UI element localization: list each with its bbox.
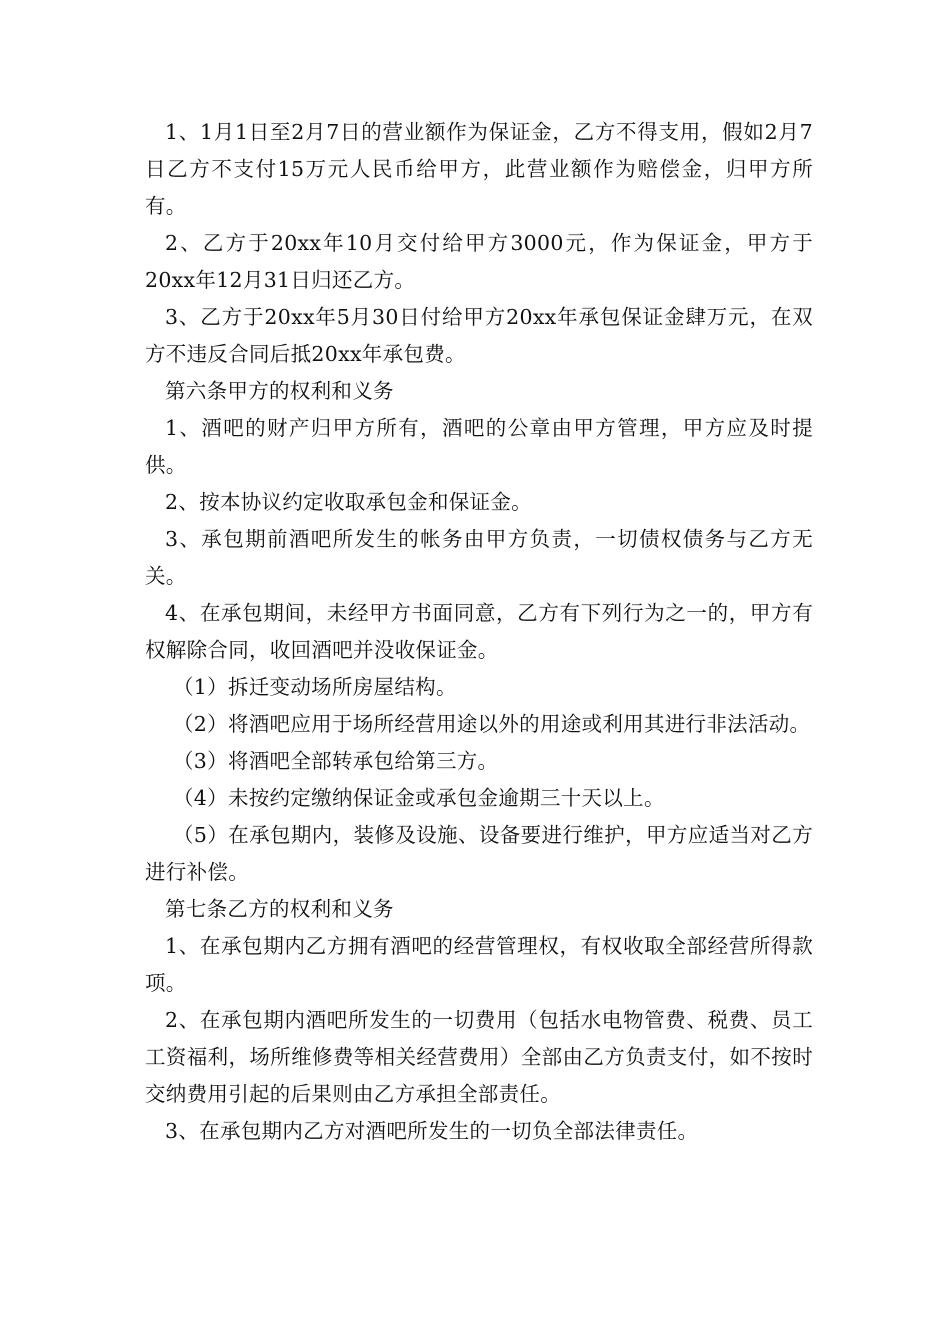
sub-item-paragraph: （5）在承包期内，装修及设施、设备要进行维护，甲方应适当对乙方进行补偿。 [145,823,813,884]
clause-paragraph: 2、按本协议约定收取承包金和保证金。 [165,490,532,514]
clause-paragraph: 3、承包期前酒吧所发生的帐务由甲方负责，一切债权债务与乙方无关。 [145,527,813,588]
sub-item-paragraph: （4）未按约定缴纳保证金或承包金逾期三十天以上。 [173,786,665,810]
sub-item-paragraph: （2）将酒吧应用于场所经营用途以外的用途或利用其进行非法活动。 [173,712,811,736]
section-heading: 第六条甲方的权利和义务 [165,379,394,403]
clause-paragraph: 2、乙方于20xx年10月交付给甲方3000元，作为保证金，甲方于20xx年12月31日归还乙方。 [145,231,813,292]
sub-item-paragraph: （3）将酒吧全部转承包给第三方。 [173,749,499,773]
clause-paragraph: 1、1月1日至2月7日的营业额作为保证金，乙方不得支用，假如2月7日乙方不支付15万元人民币给甲方，此营业额作为赔偿金，归甲方所有。 [145,120,813,218]
clause-paragraph: 2、在承包期内酒吧所发生的一切费用（包括水电物管费、税费、员工工资福利，场所维修费等相关经营费用）全部由乙方负责支付，如不按时交纳费用引起的后果则由乙方承担全部责任。 [145,1008,813,1106]
document-body [145,114,813,1150]
clause-paragraph: 1、在承包期内乙方拥有酒吧的经营管理权，有权收取全部经营所得款项。 [145,934,813,995]
sub-item-paragraph: （1）拆迁变动场所房屋结构。 [173,675,457,699]
clause-paragraph: 3、在承包期内乙方对酒吧所发生的一切负全部法律责任。 [165,1119,699,1143]
clause-paragraph: 4、在承包期间，未经甲方书面同意，乙方有下列行为之一的，甲方有权解除合同，收回酒吧并没收保证金。 [145,601,813,662]
section-heading: 第七条乙方的权利和义务 [165,897,394,921]
clause-paragraph: 1、酒吧的财产归甲方所有，酒吧的公章由甲方管理，甲方应及时提供。 [145,416,813,477]
clause-paragraph: 3、乙方于20xx年5月30日付给甲方20xx年承包保证金肆万元，在双方不违反合同后抵20xx年承包费。 [145,305,813,366]
